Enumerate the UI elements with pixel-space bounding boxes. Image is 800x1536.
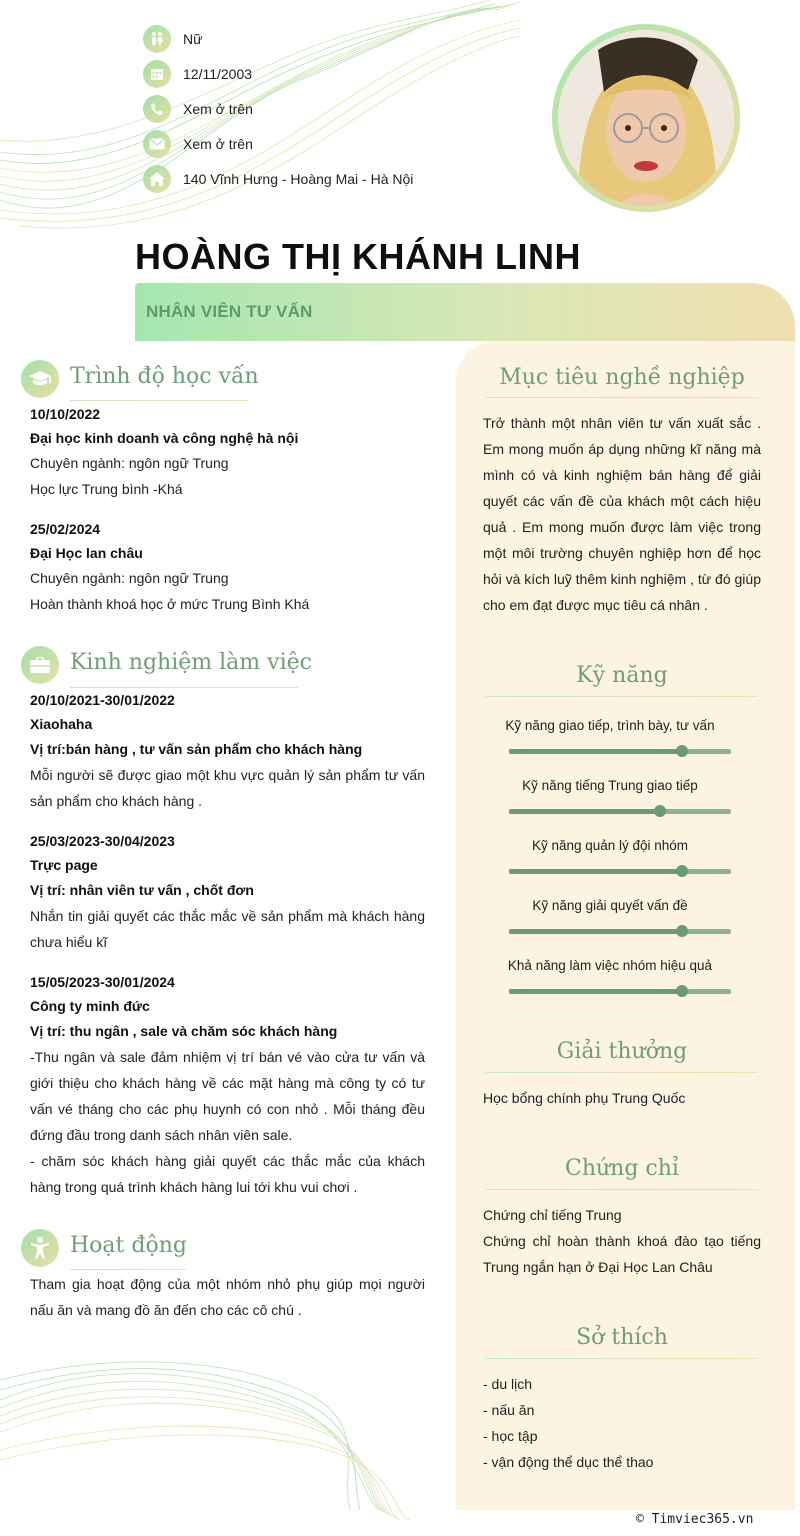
- edu-major: Chuyên ngành: ngôn ngữ Trung: [30, 570, 229, 586]
- exp-date: 20/10/2021-30/01/2022: [30, 692, 175, 708]
- calendar-icon: [143, 60, 171, 88]
- awards-heading: Giải thưởng: [556, 1039, 688, 1064]
- email-icon: [143, 130, 171, 158]
- edu-result: Hoàn thành khoá học ở mức Trung Bình Khá: [30, 596, 310, 612]
- contact-gender-text: Nữ: [183, 31, 203, 47]
- skill-bar: [509, 869, 731, 874]
- avatar-portrait: [558, 30, 734, 206]
- exp-desc: -Thu ngân và sale đảm nhiệm vị trí bán vé vào cửa tư vấn và giới thiệu cho khách hàng về các mặt hàng mà công ty có tư vấn vé tháng cho các phụ huynh có con nhỏ . Mỗi tháng đều đứng đầu trong danh sách nhân viên sale.: [30, 1049, 425, 1143]
- skill-bar-fill: [509, 929, 682, 934]
- exp-role: Vị trí:bán hàng , tư vấn sản phẩm cho khách hàng: [30, 741, 363, 757]
- exp-date: 25/03/2023-30/04/2023: [30, 833, 175, 849]
- certificate-item: Chứng chỉ hoàn thành khoá đào tạo tiếng Trung ngắn hạn ở Đại Học Lan Châu: [483, 1233, 761, 1275]
- hobby-item: - học tập: [483, 1428, 538, 1444]
- skill-label: Kỹ năng tiếng Trung giao tiếp: [522, 778, 698, 793]
- objective-divider: [486, 397, 758, 398]
- exp-role: Vị trí: thu ngân , sale và chăm sóc khách hàng: [30, 1023, 338, 1039]
- skill-label: Kỹ năng giải quyết vấn đề: [532, 898, 688, 913]
- contact-phone: [143, 94, 253, 124]
- skill-bar: [509, 989, 731, 994]
- certificate-item: Chứng chỉ tiếng Trung: [483, 1207, 622, 1223]
- exp-desc: Nhắn tin giải quyết các thắc mắc về sản phẩm mà khách hàng chưa hiểu kĩ: [30, 908, 425, 950]
- activities-text: Tham gia hoạt động của một nhóm nhỏ phụ giúp mọi người nấu ăn và mang đồ ăn đến cho các cô chú .: [30, 1276, 425, 1318]
- certificates-divider: [486, 1189, 758, 1190]
- avatar: [552, 24, 740, 212]
- exp-role: Vị trí: nhân viên tư vấn , chốt đơn: [30, 882, 254, 898]
- edu-school: Đại học kinh doanh và công nghệ hà nội: [30, 430, 299, 446]
- person-icon: [21, 1229, 59, 1267]
- skill-bar-fill: [509, 749, 682, 754]
- exp-desc: - chăm sóc khách hàng giải quyết các thắc mắc của khách hàng trong quá trình khách hàng lui tới khu vui chơi .: [30, 1153, 425, 1195]
- exp-desc: Mỗi người sẽ được giao một khu vực quản lý sản phẩm tư vấn sản phẩm cho khách hàng .: [30, 767, 425, 809]
- exp-company: Xiaohaha: [30, 716, 93, 732]
- hobby-item: - du lịch: [483, 1376, 533, 1392]
- edu-major: Chuyên ngành: ngôn ngữ Trung: [30, 455, 229, 471]
- objective-text: Trở thành một nhân viên tư vấn xuất sắc . Em mong muốn áp dụng những kĩ năng mà mình có và kinh nghiệm bán hàng để giải quyết các vấn đề của khách một cách hiệu quả . Em mong muốn được làm việc trong một môi trường chuyên nghiệp hơn để học hỏi và kích luỹ thêm kinh nghiệm , từ đó giúp cho em đạt được mục tiêu cá nhân .: [483, 415, 761, 613]
- footer-watermark: © Timviec365.vn: [636, 1512, 754, 1527]
- position-banner: [135, 283, 795, 341]
- edu-date: 25/02/2024: [30, 521, 101, 537]
- hobbies-divider: [486, 1358, 758, 1359]
- edu-date: 10/10/2022: [30, 406, 101, 422]
- activities-heading: Hoạt động: [70, 1233, 187, 1258]
- briefcase-icon: [21, 646, 59, 684]
- contact-email: [143, 129, 253, 159]
- decorative-wave-top: [0, 0, 520, 230]
- activities-divider: [70, 1269, 186, 1270]
- right-column: [456, 341, 795, 1510]
- skill-bar: [509, 749, 731, 754]
- experience-heading: Kinh nghiệm làm việc: [70, 650, 312, 675]
- skill-level-knob: [654, 805, 666, 817]
- hobbies-heading: Sở thích: [576, 1325, 668, 1350]
- hobby-item: - nấu ăn: [483, 1402, 535, 1418]
- candidate-name: HOÀNG THỊ KHÁNH LINH: [135, 236, 581, 277]
- contact-phone-text: Xem ở trên: [183, 101, 253, 117]
- skill-bar: [509, 809, 731, 814]
- home-icon: [143, 165, 171, 193]
- edu-result: Học lực Trung bình -Khá: [30, 481, 183, 497]
- skill-level-knob: [676, 745, 688, 757]
- skill-level-knob: [676, 985, 688, 997]
- decorative-wave-bottom: [0, 1360, 420, 1520]
- certificates-heading: Chứng chỉ: [565, 1156, 679, 1181]
- skill-bar-fill: [509, 809, 660, 814]
- phone-icon: [143, 95, 171, 123]
- objective-heading: Mục tiêu nghề nghiệp: [499, 365, 745, 390]
- skills-divider: [486, 696, 758, 697]
- contact-birthday-text: 12/11/2003: [183, 66, 253, 82]
- exp-company: Công ty minh đức: [30, 998, 150, 1014]
- exp-date: 15/05/2023-30/01/2024: [30, 974, 175, 990]
- skill-level-knob: [676, 925, 688, 937]
- skill-bar: [509, 929, 731, 934]
- contact-birthday: [143, 59, 252, 89]
- contact-email-text: Xem ở trên: [183, 136, 253, 152]
- position-title: NHÂN VIÊN TƯ VẤN: [146, 302, 313, 321]
- education-heading: Trình độ học vấn: [70, 364, 259, 389]
- skill-label: Kỹ năng giao tiếp, trình bày, tư vấn: [505, 718, 715, 733]
- gender-icon: [143, 25, 171, 53]
- skill-bar-fill: [509, 989, 682, 994]
- skill-label: Kỹ năng quản lý đội nhóm: [531, 838, 689, 853]
- contact-gender: [143, 24, 202, 54]
- skill-label: Khả năng làm việc nhóm hiệu quả: [507, 958, 713, 973]
- edu-school: Đại Học lan châu: [30, 545, 143, 561]
- skill-bar-fill: [509, 869, 682, 874]
- skills-heading: Kỹ năng: [576, 663, 668, 688]
- award-item: Học bổng chính phụ Trung Quốc: [483, 1090, 686, 1106]
- skill-level-knob: [676, 865, 688, 877]
- contact-address-text: 140 Vĩnh Hưng - Hoàng Mai - Hà Nội: [183, 171, 414, 187]
- contact-address: [143, 164, 413, 194]
- hobby-item: - vận động thể dục thể thao: [483, 1454, 654, 1470]
- awards-divider: [486, 1072, 758, 1073]
- education-icon: [21, 360, 59, 398]
- exp-company: Trực page: [30, 857, 98, 873]
